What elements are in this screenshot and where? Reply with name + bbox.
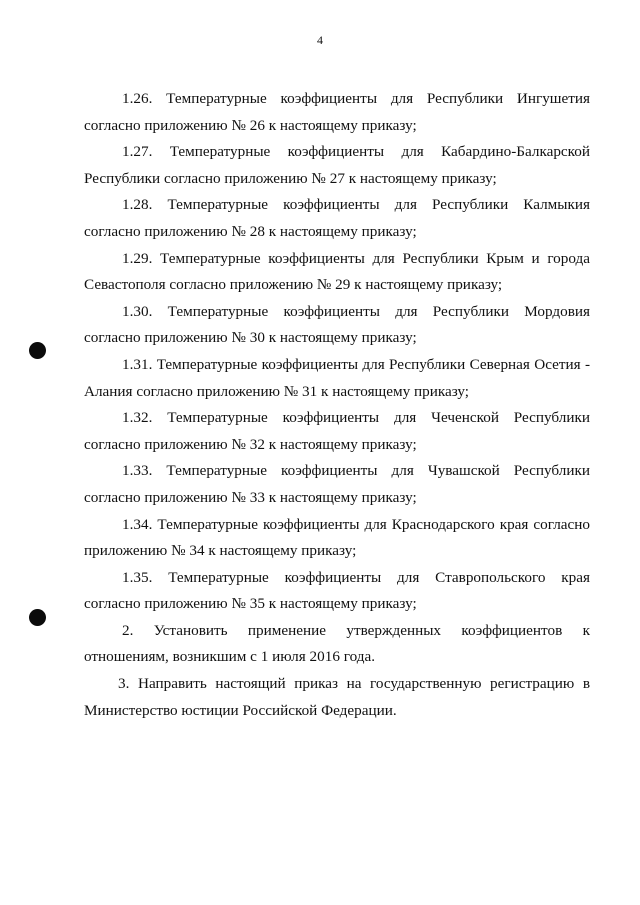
punch-hole bbox=[29, 342, 46, 359]
punch-hole bbox=[29, 609, 46, 626]
paragraph-1-34: 1.34. Температурные коэффициенты для Краснодарского края согласно приложению № 34 к настоящему приказу; bbox=[84, 515, 590, 560]
paragraph-1-28: 1.28. Температурные коэффициенты для Республики Калмыкия согласно приложению № 28 к настоящему приказу; bbox=[84, 196, 590, 240]
paragraph-1-31: 1.31. Температурные коэффициенты для Республики Северная Осетия - Алания согласно приложению № 31 к настоящему приказу; bbox=[84, 355, 590, 400]
paragraph-1-29: 1.29. Температурные коэффициенты для Республики Крым и города Севастополя согласно приложению № 29 к настоящему приказу; bbox=[84, 249, 590, 294]
paragraph-3: 3. Направить настоящий приказ на государственную регистрацию в Министерство юстиции Российской Федерации. bbox=[84, 675, 590, 719]
paragraph-1-35: 1.35. Температурные коэффициенты для Ставропольского края согласно приложению № 35 к настоящему приказу; bbox=[84, 568, 590, 613]
document-body bbox=[84, 86, 590, 724]
paragraph-1-30: 1.30. Температурные коэффициенты для Республики Мордовия согласно приложению № 30 к настоящему приказу; bbox=[84, 302, 590, 347]
paragraph-1-33: 1.33. Температурные коэффициенты для Чувашской Республики согласно приложению № 33 к настоящему приказу; bbox=[84, 462, 590, 506]
page-number: 4 bbox=[317, 33, 323, 47]
paragraph-1-32: 1.32. Температурные коэффициенты для Чеченской Республики согласно приложению № 32 к настоящему приказу; bbox=[84, 409, 590, 453]
paragraph-2: 2. Установить применение утвержденных коэффициентов к отношениям, возникшим с 1 июля 2016 года. bbox=[84, 621, 590, 666]
paragraph-1-27: 1.27. Температурные коэффициенты для Кабардино-Балкарской Республики согласно приложению № 27 к настоящему приказу; bbox=[84, 143, 590, 187]
paragraph-1-26: 1.26. Температурные коэффициенты для Республики Ингушетия согласно приложению № 26 к настоящему приказу; bbox=[84, 90, 590, 134]
